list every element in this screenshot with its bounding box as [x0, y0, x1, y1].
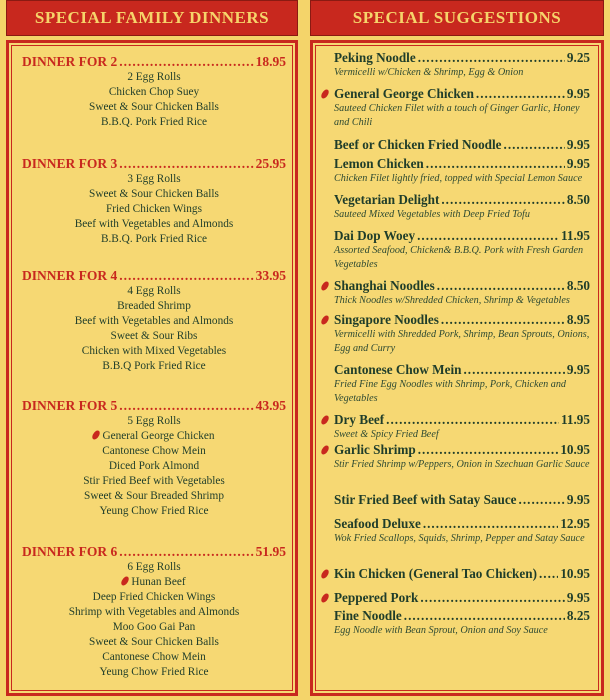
suggestion-name: Stir Fried Beef with Satay Sauce: [334, 492, 517, 507]
suggestion-heading: [334, 86, 590, 102]
hot-pepper-icon: [320, 88, 330, 100]
dot-leader: [119, 268, 253, 284]
suggestion-heading: [334, 412, 590, 428]
suggestion-item: [334, 228, 590, 271]
dinner-item-list: [22, 70, 286, 130]
dot-leader: [418, 50, 565, 66]
suggestion-price: 11.95: [561, 412, 590, 427]
suggestion-name: Shanghai Noodles: [334, 278, 435, 293]
dinner-item-text: Yeung Chow Fried Rice: [99, 666, 209, 678]
suggestion-description: Stir Fried Shrimp w/Peppers, Onion in Szechuan Garlic Sauce: [334, 459, 590, 470]
suggestion-item: [334, 156, 590, 186]
suggestion-price: 8.50: [566, 278, 590, 293]
suggestion-price: 12.95: [560, 516, 590, 531]
suggestion-heading: [334, 362, 590, 378]
suggestion-name: Beef or Chicken Fried Noodle: [334, 137, 502, 152]
dinner-name: DINNER FOR 4: [22, 268, 118, 283]
dot-leader: [386, 412, 559, 428]
suggestion-price: 9.95: [566, 156, 590, 171]
dinner-item-list: [22, 414, 286, 519]
suggestion-description: Assorted Seafood, Chicken& B.B.Q. Pork with Fresh Garden Vegetables: [334, 245, 584, 270]
hot-pepper-icon: [121, 575, 131, 587]
dinner-name: DINNER FOR 3: [22, 156, 118, 171]
dinner-heading: [22, 398, 286, 414]
suggestion-item: [334, 86, 590, 129]
suggestion-description: Egg Noodle with Bean Sprout, Onion and Soy Sauce: [334, 625, 548, 636]
dinner-item: [22, 284, 286, 299]
suggestion-heading: [334, 516, 590, 532]
suggestion-item: [334, 137, 590, 153]
dinner-item-text: Chicken with Mixed Vegetables: [81, 345, 227, 357]
suggestion-heading: [334, 50, 590, 66]
suggestion-name: Peppered Pork: [334, 590, 419, 605]
suggestion-item: [334, 566, 590, 582]
suggestion-description: Sweet & Spicy Fried Beef: [334, 429, 439, 440]
dinner-item-text: Beef with Vegetables and Almonds: [74, 218, 234, 230]
dinner-item: [22, 414, 286, 429]
dinner-item-text: Moo Goo Gai Pan: [112, 621, 196, 633]
dinner-item: [22, 217, 286, 232]
dot-leader: [441, 192, 565, 208]
suggestion-price: 9.25: [566, 50, 590, 65]
dinner-item: [22, 329, 286, 344]
dinner-item-text: Sweet & Sour Ribs: [110, 330, 198, 342]
suggestion-description: Sauteed Mixed Vegetables with Deep Fried Tofu: [334, 209, 530, 220]
dot-leader: [417, 228, 559, 244]
dinner-item-text: 4 Egg Rolls: [127, 285, 181, 297]
dinner-block: [22, 544, 286, 680]
dot-leader: [418, 442, 559, 458]
dot-leader: [420, 590, 565, 606]
dot-leader: [119, 54, 253, 70]
dinner-block: [22, 54, 286, 130]
dot-leader: [437, 278, 565, 294]
suggestion-price: 8.50: [566, 192, 590, 207]
suggestion-heading: [334, 566, 590, 582]
dinner-item-text: Shrimp with Vegetables and Almonds: [68, 606, 240, 618]
dot-leader: [119, 398, 253, 414]
dinner-item: [22, 232, 286, 247]
dot-leader: [519, 492, 565, 508]
dinner-item: [22, 635, 286, 650]
dinner-name: DINNER FOR 5: [22, 398, 118, 413]
dinner-item: [22, 344, 286, 359]
dinner-item-list: [22, 172, 286, 247]
suggestion-price: 9.95: [566, 137, 590, 152]
dinner-item-text: Hunan Beef: [131, 576, 186, 588]
suggestion-price: 8.95: [566, 312, 590, 327]
dinner-heading: [22, 54, 286, 70]
dinner-item-text: Sweet & Sour Chicken Balls: [89, 636, 219, 648]
dinner-item: [22, 474, 286, 489]
dot-leader: [426, 156, 565, 172]
dinner-item: [22, 575, 286, 590]
suggestion-name: Dai Dop Woey: [334, 228, 416, 243]
suggestion-item: [334, 412, 590, 442]
suggestion-price: 10.95: [560, 566, 590, 581]
dinner-item-text: Breaded Shrimp: [117, 300, 191, 312]
dinner-item-text: Cantonese Chow Mein: [102, 651, 206, 663]
suggestion-price: 9.95: [566, 86, 590, 101]
special-suggestions-column: [310, 0, 604, 700]
family-dinners-header: SPECIAL FAMILY DINNERS: [6, 0, 298, 36]
hot-pepper-icon: [320, 280, 330, 292]
dinner-item: [22, 100, 286, 115]
suggestion-name: Peking Noodle: [334, 50, 416, 65]
dinner-name: DINNER FOR 6: [22, 544, 118, 559]
suggestion-heading: [334, 608, 590, 624]
suggestion-name: Garlic Shrimp: [334, 442, 416, 457]
dinner-item-text: Fried Chicken Wings: [106, 203, 202, 215]
dinner-item: [22, 85, 286, 100]
dinner-item-text: 3 Egg Rolls: [127, 173, 181, 185]
dinner-price: 33.95: [255, 268, 286, 283]
dinner-item: [22, 172, 286, 187]
suggestion-name: Cantonese Chow Mein: [334, 362, 462, 377]
suggestion-name: Fine Noodle: [334, 608, 402, 623]
suggestion-price: 10.95: [560, 442, 590, 457]
dinner-item-text: Beef with Vegetables and Almonds: [74, 315, 234, 327]
dinner-item: [22, 590, 286, 605]
dinner-item-text: General George Chicken: [102, 430, 215, 442]
dinner-heading: [22, 156, 286, 172]
dinner-item-text: Cantonese Chow Mein: [102, 445, 206, 457]
dinner-item-text: B.B.Q. Pork Fried Rice: [100, 116, 208, 128]
dinner-item-text: Deep Fried Chicken Wings: [92, 591, 216, 603]
dinner-name: DINNER FOR 2: [22, 54, 118, 69]
dinner-block: [22, 398, 286, 519]
suggestion-description: Thick Noodles w/Shredded Chicken, Shrimp & Vegetables: [334, 295, 570, 306]
dinner-item: [22, 620, 286, 635]
hot-pepper-icon: [92, 429, 102, 441]
special-suggestions-panel: [310, 40, 604, 696]
dinner-item-text: 5 Egg Rolls: [127, 415, 181, 427]
hot-pepper-icon: [320, 314, 330, 326]
dinner-price: 51.95: [255, 544, 286, 559]
suggestion-item: [334, 362, 590, 405]
suggestion-item: [334, 50, 590, 80]
suggestion-item: [334, 442, 590, 472]
dinner-item: [22, 444, 286, 459]
hot-pepper-icon: [320, 592, 330, 604]
suggestion-name: General George Chicken: [334, 86, 474, 101]
suggestion-description: Chicken Filet lightly fried, topped with Special Lemon Sauce: [334, 173, 583, 184]
dinner-item-text: B.B.Q Pork Fried Rice: [102, 360, 206, 372]
suggestion-heading: [334, 590, 590, 606]
suggestion-price: 9.95: [566, 362, 590, 377]
dinner-item: [22, 459, 286, 474]
suggestion-price: 11.95: [561, 228, 590, 243]
suggestion-name: Vegetarian Delight: [334, 192, 440, 207]
suggestion-description: Wok Fried Scallops, Squids, Shrimp, Pepper and Satay Sauce: [334, 533, 585, 544]
special-suggestions-header: SPECIAL SUGGESTIONS: [310, 0, 604, 36]
suggestion-heading: [334, 492, 590, 508]
dot-leader: [404, 608, 565, 624]
dinner-item: [22, 187, 286, 202]
dinner-item-text: Sweet & Sour Chicken Balls: [89, 101, 219, 113]
dinner-item: [22, 429, 286, 444]
dinner-block: [22, 156, 286, 247]
hot-pepper-icon: [320, 568, 330, 580]
suggestion-description: Fried Fine Egg Noodles with Shrimp, Pork, Chicken and Vegetables: [334, 379, 567, 404]
suggestion-item: [334, 590, 590, 606]
dinner-item: [22, 605, 286, 620]
dinner-item: [22, 70, 286, 85]
dinner-price: 25.95: [255, 156, 286, 171]
dinner-item: [22, 359, 286, 374]
dinner-block: [22, 268, 286, 374]
dinner-item-text: B.B.Q. Pork Fried Rice: [100, 233, 208, 245]
family-dinners-panel: [6, 40, 298, 696]
suggestion-item: [334, 192, 590, 222]
suggestion-item: [334, 608, 590, 638]
suggestion-name: Seafood Deluxe: [334, 516, 421, 531]
dot-leader: [539, 566, 558, 582]
suggestion-price: 9.95: [566, 590, 590, 605]
hot-pepper-icon: [320, 444, 330, 456]
dinner-item-list: [22, 560, 286, 680]
dinner-price: 18.95: [255, 54, 286, 69]
dinner-item: [22, 560, 286, 575]
dot-leader: [476, 86, 565, 102]
suggestion-heading: [334, 312, 590, 328]
suggestion-heading: [334, 442, 590, 458]
dinner-item: [22, 299, 286, 314]
dot-leader: [504, 137, 565, 153]
suggestion-description: Vermicelli with Shredded Pork, Shrimp, Bean Sprouts, Onions, Egg and Curry: [334, 329, 590, 354]
dinner-item: [22, 202, 286, 217]
suggestion-item: [334, 312, 590, 355]
suggestion-price: 9.95: [566, 492, 590, 507]
dot-leader: [423, 516, 559, 532]
suggestion-item: [334, 492, 590, 508]
dinner-item-text: Sweet & Sour Chicken Balls: [89, 188, 219, 200]
dot-leader: [119, 156, 253, 172]
suggestion-description: Vermicelli w/Chicken & Shrimp, Egg & Onion: [334, 67, 524, 78]
dinner-item-text: Diced Pork Almond: [108, 460, 200, 472]
hot-pepper-icon: [320, 414, 330, 426]
dinner-price: 43.95: [255, 398, 286, 413]
dinner-item-text: Sweet & Sour Breaded Shrimp: [84, 490, 224, 502]
dinner-item: [22, 650, 286, 665]
dinner-item-text: Stir Fried Beef with Vegetables: [83, 475, 225, 487]
suggestion-name: Kin Chicken (General Tao Chicken): [334, 566, 537, 581]
dinner-heading: [22, 268, 286, 284]
suggestion-price: 8.25: [566, 608, 590, 623]
dinner-item-list: [22, 284, 286, 374]
dinner-item-text: 2 Egg Rolls: [127, 71, 181, 83]
suggestion-item: [334, 278, 590, 308]
suggestion-name: Dry Beef: [334, 412, 385, 427]
suggestion-heading: [334, 156, 590, 172]
suggestion-name: Lemon Chicken: [334, 156, 424, 171]
dinner-heading: [22, 544, 286, 560]
dinner-item-text: Yeung Chow Fried Rice: [99, 505, 209, 517]
dot-leader: [463, 362, 564, 378]
suggestion-heading: [334, 278, 590, 294]
dinner-item-text: 6 Egg Rolls: [127, 561, 181, 573]
suggestion-heading: [334, 192, 590, 208]
dinner-item: [22, 489, 286, 504]
suggestion-heading: [334, 228, 590, 244]
suggestion-item: [334, 516, 590, 546]
dinner-item-text: Chicken Chop Suey: [108, 86, 200, 98]
suggestion-name: Singapore Noodles: [334, 312, 439, 327]
suggestion-description: Sauteed Chicken Filet with a touch of Ginger Garlic, Honey and Chili: [334, 103, 580, 128]
dot-leader: [441, 312, 565, 328]
dinner-item: [22, 115, 286, 130]
dinner-item: [22, 314, 286, 329]
dinner-item: [22, 504, 286, 519]
family-dinners-column: [6, 0, 298, 700]
dinner-item: [22, 665, 286, 680]
suggestion-heading: [334, 137, 590, 153]
dot-leader: [119, 544, 253, 560]
